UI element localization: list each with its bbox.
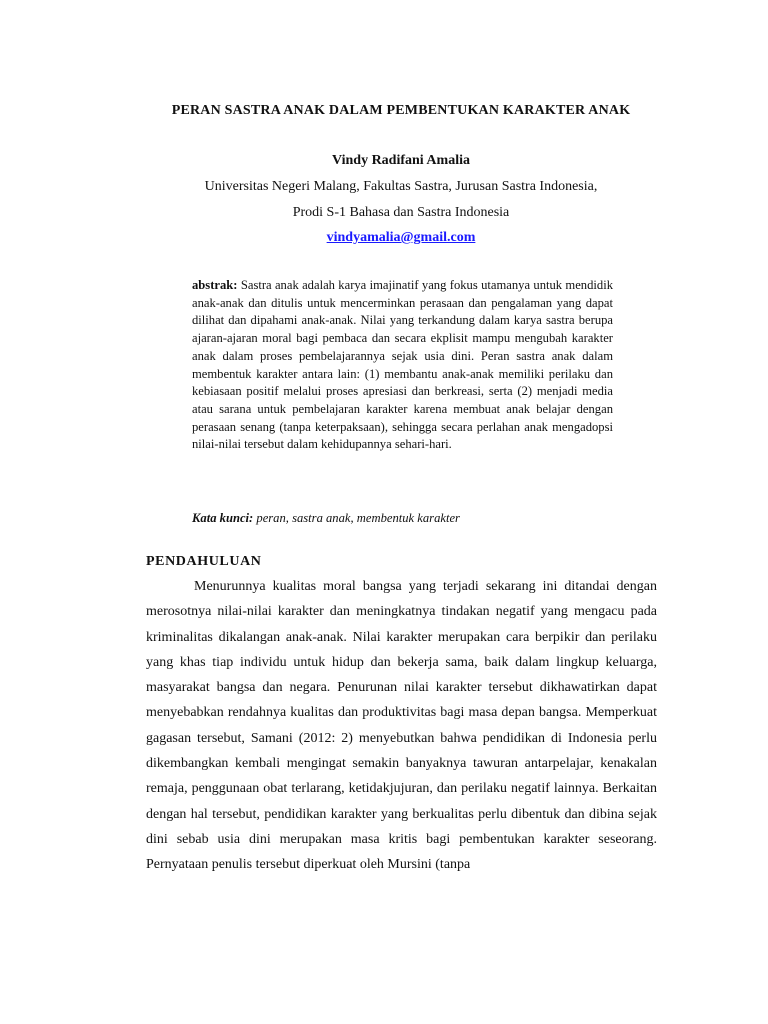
keywords-label: Kata kunci:	[192, 511, 254, 525]
keywords-text: peran, sastra anak, membentuk karakter	[256, 511, 460, 525]
body-paragraph: Menurunnya kualitas moral bangsa yang terjadi sekarang ini ditandai dengan merosotnya nilai-nilai karakter dan meningkatnya tindakan negatif yang mengacu pada kriminalitas dikalangan anak-anak. Nilai karakter merupakan cara berpikir dan perilaku yang khas tiap individu untuk hidup dan bekerja sama, baik dalam lingkup keluarga, masyarakat bangsa dan negara. Penurunan nilai karakter tersebut dikhawatirkan dapat menyebabkan rendahnya kualitas dan produktivitas bagi masa depan bangsa. Memperkuat gagasan tersebut, Samani (2012: 2) menyebutkan bahwa pendidikan di Indonesia perlu dikembangkan kembali mengingat semakin banyaknya tawuran antarpelajar, kenakalan remaja, penggunaan obat terlarang, ketidakjujuran, dan perilaku negatif lainnya. Berkaitan dengan hal tersebut, pendidikan karakter yang berkualitas perlu dibentuk dan dibina sejak dini sebab usia dini merupakan masa kritis bagi pembentukan karakter seseorang. Pernyataan penulis tersebut diperkuat oleh Mursini (tanpa	[146, 579, 657, 873]
affiliation-line-1: Universitas Negeri Malang, Fakultas Sastra, Jurusan Sastra Indonesia,	[204, 179, 598, 194]
affiliation-line-2: Prodi S-1 Bahasa dan Sastra Indonesia	[292, 205, 510, 220]
paper-title: PERAN SASTRA ANAK DALAM PEMBENTUKAN KARAKTER ANAK	[171, 103, 631, 118]
author-email-link[interactable]: vindyamalia@gmail.com	[326, 230, 476, 245]
section-heading: PENDAHULUAN	[146, 554, 262, 569]
abstract-block	[192, 277, 613, 454]
keywords-line	[192, 511, 613, 526]
abstract-label: abstrak:	[192, 278, 238, 292]
abstract-text: Sastra anak adalah karya imajinatif yang fokus utamanya untuk mendidik anak-anak dan ditulis untuk mencerminkan perasaan dan pengalaman yang dapat dilihat dan dipahami anak-anak. Nilai yang terkandung dalam karya sastra berupa ajaran-ajaran moral bagi pembaca dan secara ekplisit mampu mengubah karakter anak dalam proses pembelajarannya sejak usia dini. Peran sastra anak dalam membentuk karakter antara lain: (1) membantu anak-anak memiliki perilaku dan kebiasaan positif melalui proses apresiasi dan berkreasi, serta (2) menjadi media atau sarana untuk pembelajaran karakter karena membuat anak belajar dengan perasaan senang (tanpa keterpaksaan), sehingga secara perlahan anak mengadopsi nilai-nilai tersebut dalam kehidupannya sehari-hari.	[192, 278, 613, 452]
author-name: Vindy Radifani Amalia	[332, 153, 470, 168]
